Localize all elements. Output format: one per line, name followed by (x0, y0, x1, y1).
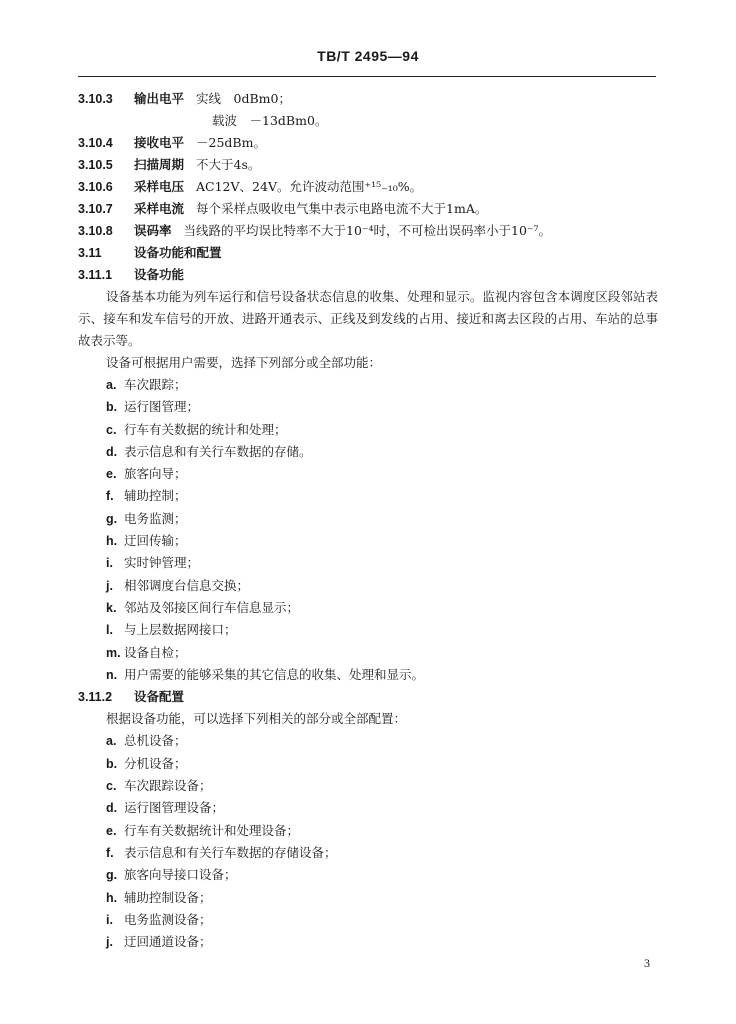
function-description: 设备基本功能为列车运行和信号设备状态信息的收集、处理和显示。监视内容包含本调度区段邻站表示、接车和发车信号的开放、进路开通表示、正线及到发线的占用、接近和离去区段的占用、车站的总事故表示等。 (78, 289, 658, 348)
section-number: 3.11.2 (78, 690, 113, 705)
spec-3-10-5 (78, 154, 658, 176)
spec-value: 载波 －13dBm0。 (212, 113, 328, 128)
spec-title: 输出电平 (134, 91, 185, 106)
list-item: n. 用户需要的能够采集的其它信息的收集、处理和显示。 (106, 666, 425, 682)
spec-value: AC12V、24V。允许波动范围⁺¹⁵₋₁₀%。 (196, 179, 423, 194)
spec-title: 接收电平 (134, 135, 185, 150)
section-number: 3.11.1 (78, 268, 113, 282)
config-intro: 根据设备功能，可以选择下列相关的部分或全部配置： (106, 711, 407, 727)
section-number: 3.10.5 (78, 158, 113, 172)
spec-3-10-4 (78, 132, 658, 154)
spec-value: 不大于4s。 (196, 157, 261, 172)
section-number: 3.11 (78, 246, 102, 260)
config-list (78, 730, 658, 953)
list-item: c. 车次跟踪设备； (106, 778, 212, 794)
spec-3-10-7 (78, 198, 658, 220)
list-item: h. 迂回传输； (106, 533, 187, 549)
spec-value: 实线 0dBm0； (196, 91, 291, 106)
list-item: g. 旅客向导接口设备； (106, 867, 237, 883)
spec-3-10-3-line2 (78, 110, 658, 132)
list-item: h. 辅助控制设备； (106, 889, 212, 905)
section-3-11-2-heading (78, 686, 658, 708)
list-item: a. 总机设备； (106, 733, 187, 749)
section-title: 设备功能和配置 (134, 245, 222, 260)
section-3-11-1-heading (78, 264, 658, 286)
spec-title: 误码率 (134, 223, 172, 238)
list-item: j. 迂回通道设备； (106, 934, 212, 950)
spec-value: 每个采样点吸收电气集中表示电路电流不大于1mA。 (196, 201, 488, 216)
list-item: f. 辅助控制； (106, 488, 187, 504)
spec-value: 当线路的平均误比特率不大于10⁻⁴时，不可检出误码率小于10⁻⁷。 (183, 223, 552, 238)
spec-3-10-6 (78, 176, 658, 198)
list-item: d. 运行图管理设备； (106, 800, 225, 816)
list-item: c. 行车有关数据的统计和处理； (106, 421, 287, 437)
section-number: 3.10.4 (78, 136, 113, 150)
list-item: d. 表示信息和有关行车数据的存储。 (106, 443, 312, 459)
spec-3-10-8 (78, 220, 658, 242)
list-item: e. 旅客向导； (106, 466, 187, 482)
page-header: TB/T 2495—94 (317, 48, 419, 64)
spec-value: －25dBm。 (196, 135, 266, 150)
header-rule (78, 76, 656, 77)
list-item: i. 电务监测设备； (106, 911, 212, 927)
list-item: b. 运行图管理； (106, 399, 200, 415)
list-item: b. 分机设备； (106, 755, 187, 771)
list-item: k. 邻站及邻接区间行车信息显示； (106, 599, 300, 615)
spec-title: 采样电压 (134, 179, 185, 194)
section-number: 3.10.6 (78, 180, 113, 194)
spec-3-10-3 (78, 88, 658, 110)
function-list (78, 374, 658, 686)
list-item: f. 表示信息和有关行车数据的存储设备； (106, 844, 337, 860)
document-body (78, 88, 658, 953)
section-number: 3.10.8 (78, 224, 113, 238)
list-item: m. 设备自检； (106, 644, 187, 660)
list-item: e. 行车有关数据统计和处理设备； (106, 822, 300, 838)
section-3-11-heading (78, 242, 658, 264)
list-item: g. 电务监测； (106, 510, 187, 526)
spec-title: 扫描周期 (134, 157, 185, 172)
page-number: 3 (644, 956, 650, 970)
section-number: 3.10.3 (78, 92, 113, 106)
spec-title: 采样电流 (134, 201, 185, 216)
list-item: i. 实时钟管理； (106, 555, 200, 571)
list-item: j. 相邻调度台信息交换； (106, 577, 250, 593)
section-number: 3.10.7 (78, 202, 113, 216)
section-title: 设备功能 (134, 267, 185, 282)
list-item: l. 与上层数据网接口； (106, 622, 237, 638)
list-item: a. 车次跟踪； (106, 377, 187, 392)
section-title: 设备配置 (134, 689, 185, 705)
function-intro: 设备可根据用户需要，选择下列部分或全部功能： (106, 355, 382, 370)
